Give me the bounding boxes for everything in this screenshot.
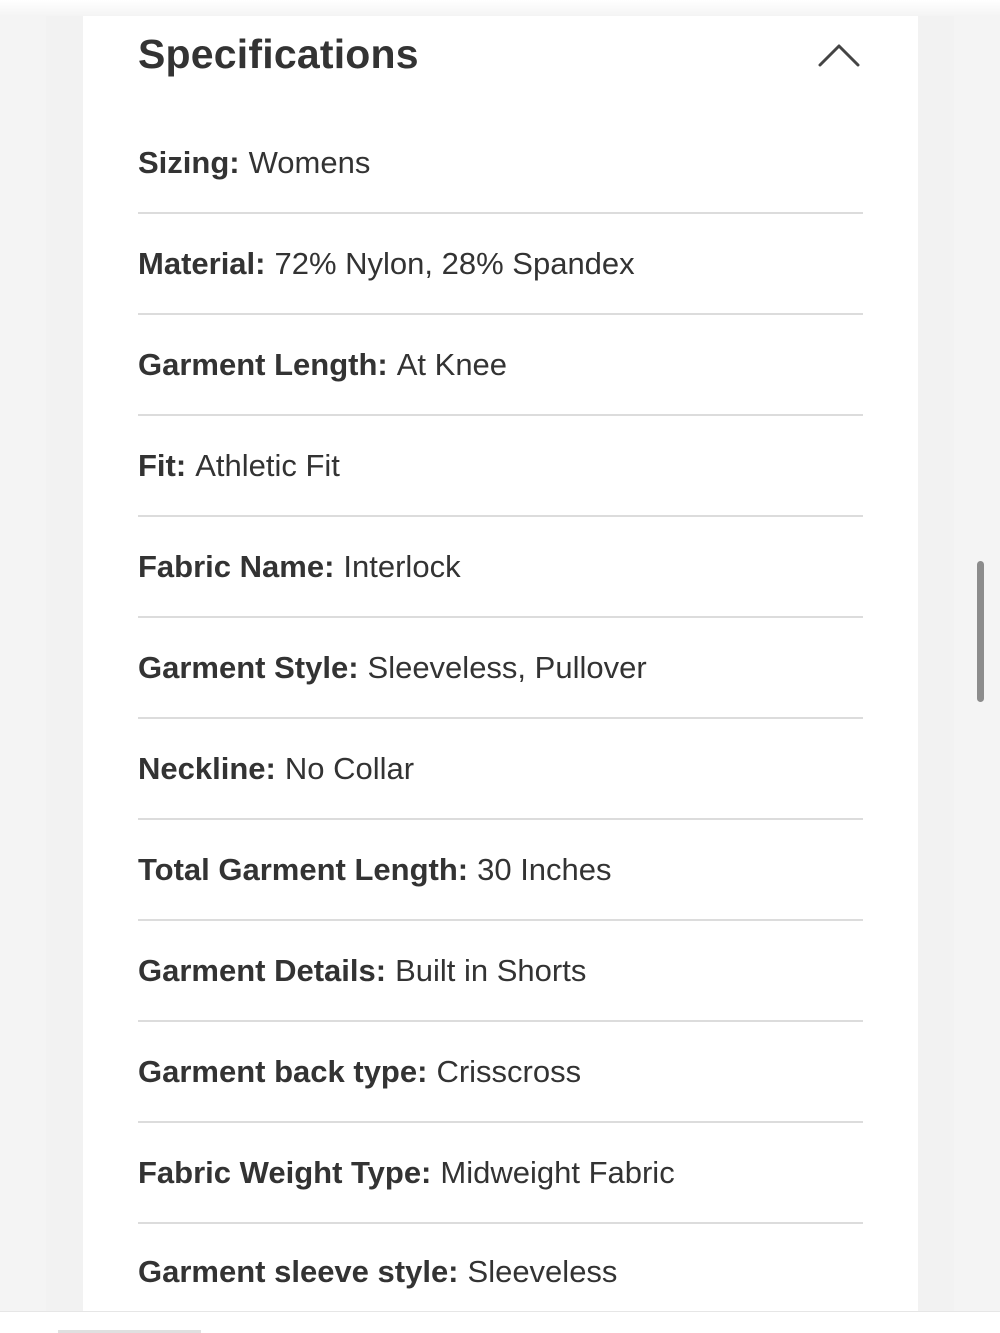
- vertical-scrollbar[interactable]: [977, 561, 984, 702]
- specifications-header[interactable]: [138, 24, 863, 84]
- spec-value: Built in Shorts: [395, 952, 587, 988]
- spec-row-garment-sleeve-style: [138, 1224, 863, 1320]
- spec-row-fabric-name: [138, 517, 863, 618]
- spec-value: 72% Nylon, 28% Spandex: [274, 245, 635, 281]
- spec-label: Garment Style:: [138, 649, 359, 685]
- spec-row-garment-style: [138, 618, 863, 719]
- spec-row-fabric-weight-type: [138, 1123, 863, 1224]
- spec-label: Material:: [138, 245, 266, 281]
- specifications-list: [138, 113, 863, 1320]
- spec-value: At Knee: [396, 346, 508, 382]
- top-edge: [0, 0, 1000, 16]
- spec-label: Fit:: [138, 447, 187, 483]
- spec-value: Crisscross: [436, 1053, 582, 1089]
- spec-row-garment-back-type: [138, 1022, 863, 1123]
- spec-row-material: [138, 214, 863, 315]
- spec-label: Neckline:: [138, 750, 276, 786]
- spec-row-sizing: [138, 113, 863, 214]
- spec-label: Garment back type:: [138, 1053, 428, 1089]
- spec-value: Womens: [248, 144, 371, 180]
- left-gutter: [46, 16, 83, 1311]
- collapse-toggle-button[interactable]: [815, 30, 863, 78]
- spec-value: Athletic Fit: [195, 447, 340, 483]
- right-gutter: [918, 16, 954, 1311]
- spec-value: No Collar: [284, 750, 415, 786]
- spec-label: Fabric Name:: [138, 548, 335, 584]
- spec-label: Total Garment Length:: [138, 851, 469, 887]
- spec-value: 30 Inches: [477, 851, 612, 887]
- spec-row-garment-details: [138, 921, 863, 1022]
- spec-label: Sizing:: [138, 144, 240, 180]
- spec-label: Fabric Weight Type:: [138, 1154, 432, 1190]
- spec-row-neckline: [138, 719, 863, 820]
- spec-row-garment-length: [138, 315, 863, 416]
- chevron-up-icon: [818, 41, 860, 67]
- spec-row-total-garment-length: [138, 820, 863, 921]
- spec-label: Garment Details:: [138, 952, 387, 988]
- spec-value: Interlock: [343, 548, 461, 584]
- spec-value: Sleeveless: [467, 1254, 618, 1289]
- specifications-panel: [83, 16, 918, 1311]
- section-title: Specifications: [138, 30, 419, 77]
- spec-value: Sleeveless, Pullover: [367, 649, 647, 685]
- spec-value: Midweight Fabric: [440, 1154, 675, 1190]
- spec-row-fit: [138, 416, 863, 517]
- spec-label: Garment sleeve style:: [138, 1254, 459, 1289]
- spec-label: Garment Length:: [138, 346, 388, 382]
